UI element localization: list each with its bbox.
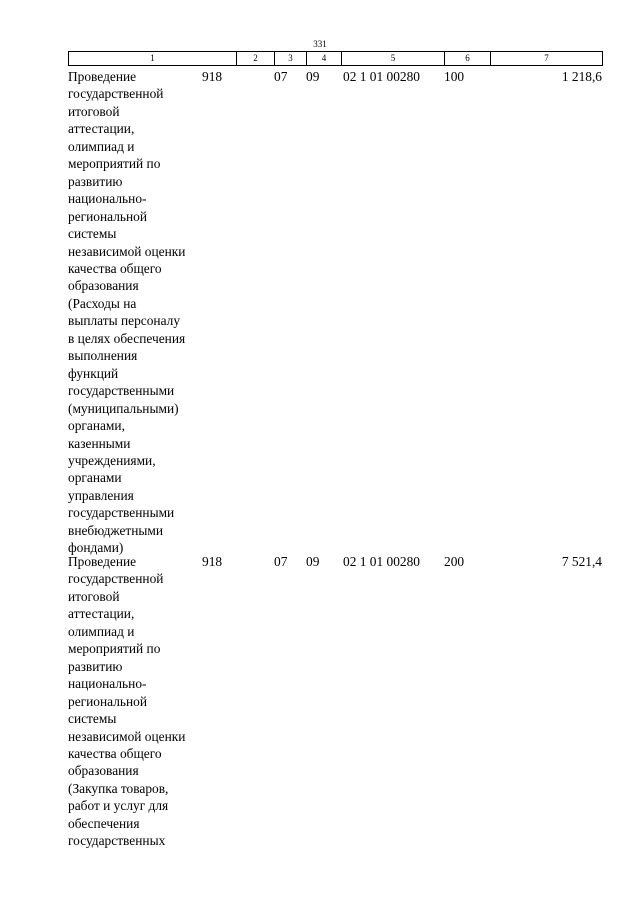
description-line: обеспечения: [68, 815, 140, 831]
column-header-1: 1: [69, 52, 237, 66]
description-line: аттестации,: [68, 606, 135, 622]
description-line: мероприятий по: [68, 156, 161, 172]
description-line: качества общего: [68, 745, 162, 761]
description-line: государственными: [68, 383, 175, 399]
description-line: внебюджетными: [68, 522, 164, 538]
description-line: системы: [68, 226, 117, 242]
column-header-5: 5: [342, 52, 445, 66]
description-line: региональной: [68, 693, 148, 709]
description-line: государственной: [68, 86, 164, 102]
section-code: 07: [274, 554, 288, 569]
column-header-7: 7: [491, 52, 603, 66]
table-row: [68, 68, 602, 558]
description-line: работ и услуг для: [68, 798, 169, 814]
description-line: аттестации,: [68, 121, 135, 137]
description-line: итоговой: [68, 103, 120, 119]
description-line: выполнения: [68, 348, 138, 364]
description-line: образования: [68, 763, 139, 779]
description-line: итоговой: [68, 588, 120, 604]
description-line: развитию: [68, 658, 123, 674]
description-line: Проведение: [68, 554, 137, 569]
description-line: (муниципальными): [68, 400, 179, 416]
description-line: (Расходы на: [68, 295, 137, 311]
description-line: управления: [68, 487, 134, 503]
description-line: государственными: [68, 505, 175, 521]
description-line: качества общего: [68, 260, 162, 276]
page-number: 331: [313, 39, 327, 49]
description-line: образования: [68, 278, 139, 294]
description-line: государственных: [68, 833, 166, 849]
description-line: органами: [68, 470, 122, 486]
amount: 7 521,4: [561, 554, 602, 569]
description-line: олимпиад и: [68, 623, 135, 639]
description-line: мероприятий по: [68, 641, 161, 657]
expense-type-code: 200: [444, 554, 465, 569]
ministry-code: 918: [202, 69, 223, 84]
description-line: развитию: [68, 173, 123, 189]
description-line: олимпиад и: [68, 138, 135, 154]
target-article-code: 02 1 01 00280: [343, 69, 420, 84]
description-line: функций: [68, 365, 119, 381]
description-line: фондами): [68, 540, 124, 556]
row-description: [68, 68, 208, 557]
description-line: Проведение: [68, 69, 137, 84]
description-line: независимой оценки: [68, 728, 186, 744]
column-header-2: 2: [237, 52, 275, 66]
description-line: в целях обеспечения: [68, 330, 186, 346]
column-header-table: [68, 51, 603, 66]
description-line: региональной: [68, 208, 148, 224]
section-code: 07: [274, 69, 288, 84]
description-line: национально-: [68, 676, 147, 692]
description-line: национально-: [68, 191, 147, 207]
subsection-code: 09: [306, 69, 320, 84]
description-line: (Закупка товаров,: [68, 780, 169, 796]
description-line: органами,: [68, 418, 125, 434]
column-header-3: 3: [275, 52, 307, 66]
amount: 1 218,6: [561, 69, 602, 84]
description-line: независимой оценки: [68, 243, 186, 259]
subsection-code: 09: [306, 554, 320, 569]
column-header-row: [69, 52, 603, 66]
ministry-code: 918: [202, 554, 223, 569]
description-line: казенными: [68, 435, 131, 451]
description-line: системы: [68, 711, 117, 727]
column-header-6: 6: [445, 52, 491, 66]
description-line: государственной: [68, 571, 164, 587]
expense-type-code: 100: [444, 69, 465, 84]
table-row: [68, 553, 602, 853]
row-description: [68, 553, 208, 850]
description-line: выплаты персоналу: [68, 313, 181, 329]
target-article-code: 02 1 01 00280: [343, 554, 420, 569]
column-header-4: 4: [307, 52, 342, 66]
description-line: учреждениями,: [68, 452, 156, 468]
